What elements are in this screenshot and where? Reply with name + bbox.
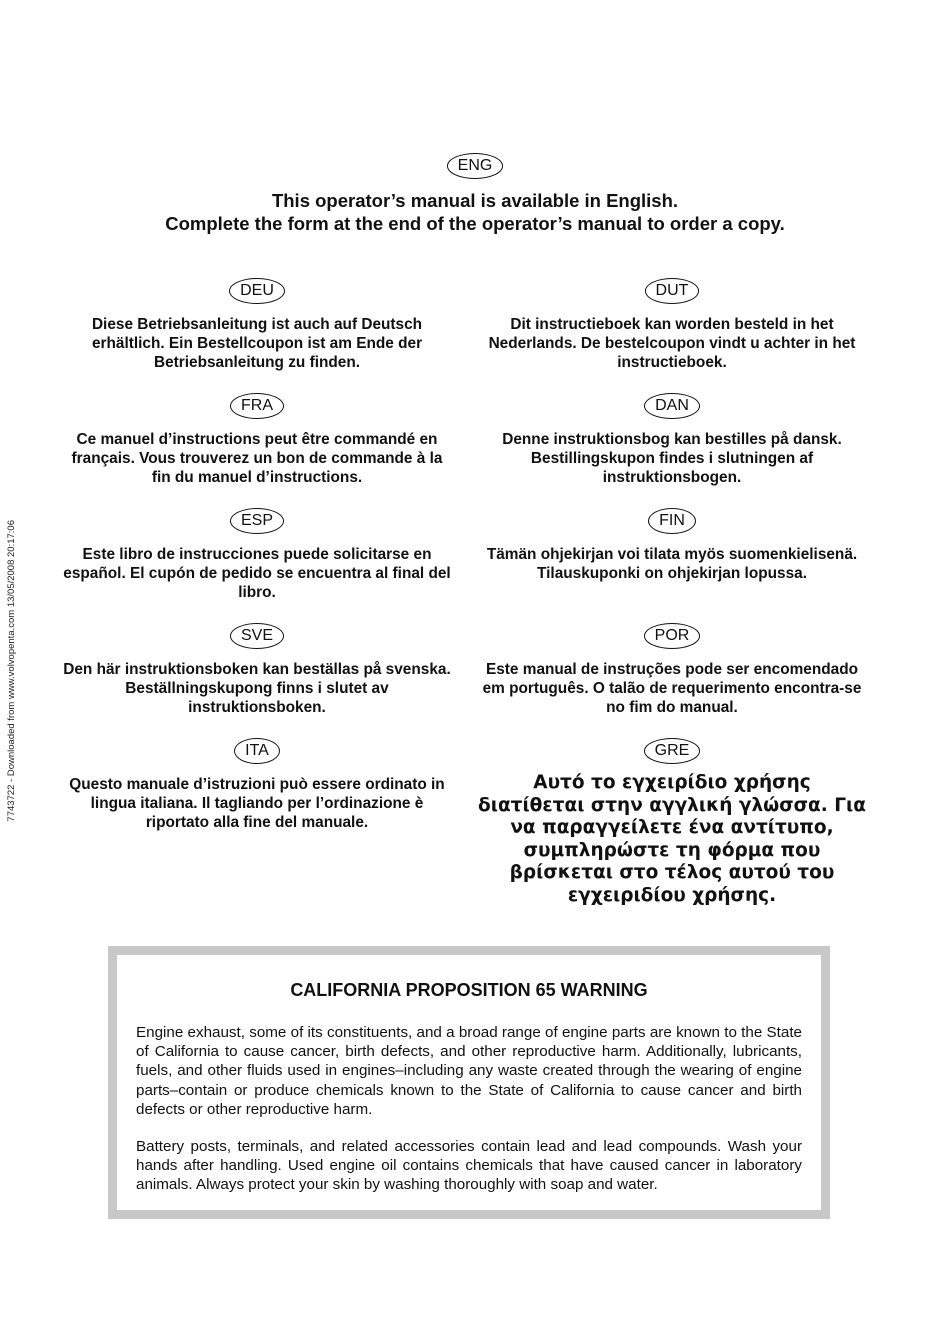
language-text: Diese Betriebsanleitung ist auch auf Deutsch erhältlich. Ein Bestellcoupon ist am Ende der Betriebsanleitung zu finden. bbox=[91, 316, 423, 372]
language-badge: FIN bbox=[648, 508, 696, 534]
language-text: Este libro de instrucciones puede solicitarse en español. El cupón de pedido se encuentra al final del libro. bbox=[63, 546, 451, 602]
language-block-esp bbox=[62, 508, 452, 603]
language-block-dut bbox=[477, 278, 867, 373]
language-block-dan bbox=[477, 393, 867, 488]
language-text: Tämän ohjekirjan voi tilata myös suomenkielisenä. Tilauskuponki on ohjekirjan lopussa. bbox=[486, 546, 858, 583]
language-badge: DAN bbox=[644, 393, 700, 419]
language-text: Ce manuel d’instructions peut être commandé en français. Vous trouverez un bon de commande à la fin du manuel d’instructions. bbox=[71, 431, 443, 487]
warning-paragraph-1: Engine exhaust, some of its constituents, and a broad range of engine parts are known to the State of California to cause cancer, birth defects, and other reproductive harm. Additionally, lubricants, fuels, and other fluids used in engines–including any waste created through the wearing of engine parts–contain or produce chemicals known to the State of California to cause cancer and birth defects or other reproductive harm. bbox=[136, 1024, 802, 1118]
language-block-gre bbox=[477, 738, 867, 907]
language-badge: FRA bbox=[230, 393, 284, 419]
download-stamp: 7743722 - Downloaded from www.volvopenta.com 13/05/2008 20:17:06 bbox=[6, 520, 17, 822]
language-text: Αυτό το εγχειρίδιο χρήσης διατίθεται στην αγγλική γλώσσα. Για να παραγγείλετε ένα αντίτυπο, συμπληρώστε τη φόρμα που βρίσκεται στο τέλος αυτού του εγχειριδίου χρήσης. bbox=[478, 772, 866, 906]
english-notice-text bbox=[0, 189, 950, 235]
language-block-por bbox=[477, 623, 867, 718]
language-badge: DUT bbox=[645, 278, 700, 304]
language-badge: ESP bbox=[230, 508, 284, 534]
english-line-2: Complete the form at the end of the operator’s manual to order a copy. bbox=[165, 213, 785, 234]
prop65-warning-box bbox=[108, 946, 830, 1219]
language-text: Este manual de instruções pode ser encomendado em português. O talão de requerimento encontra-se no fim do manual. bbox=[482, 661, 862, 717]
language-block-fin bbox=[477, 508, 867, 583]
language-badge: ITA bbox=[234, 738, 280, 764]
language-badge: GRE bbox=[644, 738, 701, 764]
warning-title: CALIFORNIA PROPOSITION 65 WARNING bbox=[290, 980, 648, 1000]
language-badge-eng: ENG bbox=[447, 153, 504, 179]
language-block-deu bbox=[62, 278, 452, 373]
language-block-ita bbox=[62, 738, 452, 833]
language-text: Dit instructieboek kan worden besteld in het Nederlands. De bestelcoupon vindt u achter in het instructieboek. bbox=[488, 316, 856, 372]
language-badge: DEU bbox=[229, 278, 285, 304]
language-block-sve bbox=[62, 623, 452, 718]
language-text: Denne instruktionsbog kan bestilles på dansk. Bestillingskupon findes i slutningen af instruktionsbogen. bbox=[502, 431, 842, 487]
language-block-fra bbox=[62, 393, 452, 488]
english-notice bbox=[0, 153, 950, 235]
language-text: Questo manuale d’istruzioni può essere ordinato in lingua italiana. Il tagliando per l’ordinazione è riportato alla fine del manuale. bbox=[69, 776, 445, 832]
language-badge: SVE bbox=[230, 623, 284, 649]
english-line-1: This operator’s manual is available in English. bbox=[271, 190, 679, 211]
warning-paragraph-2: Battery posts, terminals, and related accessories contain lead and lead compounds. Wash your hands after handling. Used engine oil contains chemicals that have caused cancer in laboratory animals. Always protect your skin by washing thoroughly with soap and water. bbox=[136, 1138, 802, 1194]
language-text: Den här instruktionsboken kan beställas på svenska. Beställningskupong finns i slutet av instruktionsboken. bbox=[63, 661, 451, 717]
language-badge: POR bbox=[644, 623, 701, 649]
